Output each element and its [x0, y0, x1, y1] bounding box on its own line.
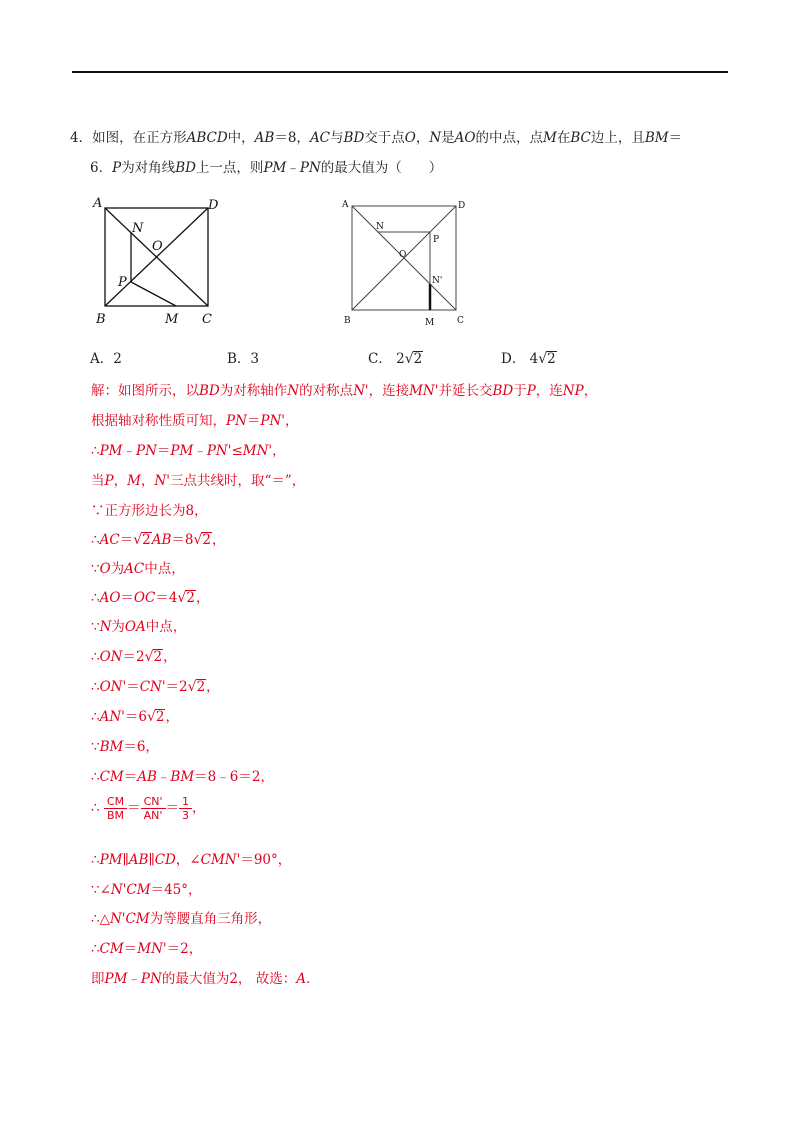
- label-n: N: [132, 221, 144, 236]
- text: ，连接: [368, 383, 410, 399]
- label-n-prime: N': [432, 276, 443, 286]
- text: ∴: [91, 800, 100, 816]
- solution-line-2: [91, 409, 299, 429]
- text: ＝90°，: [240, 852, 292, 868]
- text: ，: [272, 443, 286, 459]
- text: ＝: [165, 800, 179, 816]
- math-var: BC: [570, 130, 591, 146]
- text: ＝: [126, 679, 140, 695]
- text: 三点共线时，取“＝”，: [169, 473, 306, 489]
- math-var: AB: [128, 852, 149, 868]
- text: ≤: [231, 443, 243, 459]
- text: 中点，: [144, 561, 185, 577]
- text: ﹣: [156, 769, 171, 785]
- radicand: 2: [196, 679, 206, 695]
- label-b-2: B: [344, 316, 351, 326]
- text: ＝2: [165, 679, 188, 695]
- text: ＝: [119, 532, 134, 548]
- solution-line-19: [91, 937, 202, 957]
- math-var: CD: [154, 852, 176, 868]
- math-var: N'CM: [109, 911, 150, 927]
- math-var: CN': [139, 679, 166, 695]
- sqrt-sign: √: [193, 532, 203, 548]
- math-var: N: [429, 130, 442, 146]
- label-d-2: D: [458, 201, 466, 211]
- text: ＝: [127, 800, 141, 816]
- text: ﹣: [122, 443, 137, 459]
- math-var: N: [287, 383, 300, 399]
- text: 的最大值为（ ）: [320, 160, 443, 176]
- math-var: PM: [99, 443, 123, 459]
- text: ∥: [122, 852, 129, 868]
- text: ，: [192, 800, 206, 816]
- math-var: PN: [299, 160, 321, 176]
- math-var: AO: [99, 590, 121, 606]
- text: ，: [165, 709, 179, 725]
- numerator: 1: [179, 795, 192, 809]
- text: 如图，在正方形: [92, 130, 187, 146]
- text: ＝: [668, 130, 683, 146]
- text: 中点，: [145, 619, 187, 635]
- solution-line-16: [91, 848, 291, 868]
- text: ，: [113, 473, 128, 489]
- math-var: N'CM: [110, 882, 151, 898]
- text: ∵: [91, 619, 100, 635]
- text: 为对称轴作: [219, 383, 288, 399]
- question-line-1: [70, 128, 682, 148]
- text: ＝4: [155, 590, 178, 606]
- math-var: ABCD: [186, 130, 228, 146]
- math-var: BD: [343, 130, 365, 146]
- text: ∴: [91, 532, 100, 548]
- numerator: CM: [104, 795, 127, 809]
- solution-line-7: [91, 557, 185, 577]
- math-var: BM: [170, 769, 195, 785]
- sqrt-sign: √: [133, 532, 143, 548]
- text: 中，: [227, 130, 255, 146]
- math-var: AB: [254, 130, 275, 146]
- radicand: 2: [155, 709, 165, 725]
- figure-2-diagram: [340, 195, 480, 330]
- text: 即: [91, 971, 105, 987]
- text: 并延长交: [438, 383, 493, 399]
- math-var: BM: [644, 130, 669, 146]
- math-var: P: [112, 160, 122, 176]
- math-var: BD: [492, 383, 514, 399]
- figure-1-diagram: [88, 195, 228, 330]
- solution-line-17: [91, 878, 202, 898]
- math-var: PN: [136, 443, 157, 459]
- math-var: NP: [562, 383, 584, 399]
- option-a: [90, 347, 122, 367]
- fraction-cn-an: [141, 795, 166, 822]
- text: 为: [110, 561, 125, 577]
- math-var: O: [99, 561, 111, 577]
- solution-line-11: [91, 675, 220, 695]
- math-var: BD: [199, 383, 220, 399]
- text: 的对称点: [299, 383, 354, 399]
- option-letter: B．: [227, 351, 251, 367]
- header-rule: [72, 71, 728, 73]
- sqrt-sign: √: [404, 351, 414, 367]
- solution-line-20: [91, 967, 319, 987]
- text: ∵: [91, 739, 100, 755]
- fraction-one-third: [179, 795, 192, 822]
- radicand: 2: [153, 649, 163, 665]
- numerator: CN': [141, 795, 166, 809]
- radicand: 2: [142, 532, 151, 548]
- radicand: 2: [202, 532, 211, 548]
- option-coef: 2: [396, 351, 405, 367]
- text: ﹣: [286, 160, 300, 176]
- text: 当: [91, 473, 105, 489]
- math-var: PN: [140, 971, 162, 987]
- text: ，: [195, 590, 210, 606]
- math-var: BD: [175, 160, 196, 176]
- text: ，: [211, 532, 226, 548]
- sqrt-sign: √: [538, 351, 548, 367]
- math-var: PN': [206, 443, 232, 459]
- solution-line-8: [91, 586, 209, 606]
- text: ，: [140, 473, 155, 489]
- math-var: PN: [226, 413, 247, 429]
- label-m-2: M: [425, 318, 435, 328]
- math-var: O: [404, 130, 416, 146]
- text: ，连: [535, 383, 563, 399]
- label-b: B: [96, 312, 106, 327]
- text: 是: [441, 130, 455, 146]
- segment-pm: [131, 282, 176, 306]
- label-p: P: [118, 275, 127, 290]
- label-p-2: P: [433, 235, 440, 245]
- text: ＝8﹣6＝2，: [194, 769, 274, 785]
- text: ＝: [246, 413, 261, 429]
- math-var: N: [99, 619, 112, 635]
- math-var: PM: [99, 852, 123, 868]
- label-o: O: [152, 239, 163, 254]
- sqrt-sign: √: [144, 649, 154, 665]
- solution-line-3: [91, 439, 286, 459]
- text: ∵正方形边长为8，: [91, 503, 208, 519]
- math-var: AB: [137, 769, 157, 785]
- denominator: 3: [182, 809, 189, 822]
- solution-line-4: [91, 469, 305, 489]
- fraction-cm-bm: [104, 795, 127, 822]
- option-letter: A．: [90, 351, 114, 367]
- solution-line-12: [91, 705, 179, 725]
- label-a-2: A: [342, 200, 349, 210]
- question-line-2: [90, 158, 442, 178]
- math-var: BM: [99, 739, 124, 755]
- math-var: M: [127, 473, 141, 489]
- text: ∥: [148, 852, 155, 868]
- math-var: PN': [260, 413, 286, 429]
- text: ＝: [120, 590, 134, 606]
- solution-line-1: [91, 379, 597, 399]
- text: 根据轴对称性质可知，: [91, 413, 226, 429]
- math-var: AC: [99, 532, 120, 548]
- math-var: AB: [151, 532, 172, 548]
- math-var: CM: [99, 769, 124, 785]
- math-var: PM: [104, 971, 128, 987]
- text: ﹣: [127, 971, 141, 987]
- text: 的中点，点: [475, 130, 543, 146]
- text: 解：如图所示，以: [91, 383, 199, 399]
- text: ＝6: [124, 709, 147, 725]
- text: 的最大值为2， 故选：: [161, 971, 297, 987]
- solution-line-18: [91, 907, 271, 927]
- option-coef: 4: [529, 351, 539, 367]
- text: ∵: [91, 561, 100, 577]
- option-d: [501, 347, 557, 367]
- option-value: 2: [113, 351, 122, 367]
- math-var: MN': [409, 383, 439, 399]
- text: ，: [415, 130, 430, 146]
- solution-line-13: [91, 735, 159, 755]
- solution-line-5: [91, 499, 208, 519]
- option-value: 3: [250, 351, 260, 367]
- label-n-2: N: [376, 222, 384, 232]
- math-var: CM: [99, 941, 124, 957]
- sqrt-sign: √: [177, 590, 187, 606]
- math-var: ON': [99, 679, 127, 695]
- text: ∴: [91, 769, 100, 785]
- text: ∴: [91, 590, 100, 606]
- sqrt-sign: √: [187, 679, 197, 695]
- label-c-2: C: [457, 316, 464, 326]
- label-a: A: [93, 196, 103, 211]
- math-var: OA: [124, 619, 146, 635]
- math-var: AC: [309, 130, 331, 146]
- denominator: BM: [106, 809, 124, 822]
- solution-line-6: [91, 528, 225, 548]
- math-var: OC: [133, 590, 156, 606]
- math-var: N': [353, 383, 369, 399]
- text: ，∠: [175, 852, 201, 868]
- math-var: N': [154, 473, 170, 489]
- text: ∴△: [91, 911, 110, 927]
- solution-line-15: [91, 795, 206, 822]
- math-var: AN': [99, 709, 125, 725]
- math-var: AO: [454, 130, 476, 146]
- solution-line-9: [91, 615, 186, 635]
- solution-line-10: [91, 645, 177, 665]
- math-var: P: [526, 383, 536, 399]
- math-var: PM: [170, 443, 194, 459]
- text: ＝8，: [274, 130, 310, 146]
- text: ，: [206, 679, 220, 695]
- denominator: AN': [143, 809, 163, 822]
- option-c: [368, 347, 423, 367]
- text: ∴: [91, 679, 100, 695]
- label-o-2: O: [399, 250, 407, 260]
- text: ＝: [123, 941, 138, 957]
- label-d: D: [208, 198, 219, 213]
- math-var: M: [543, 130, 557, 146]
- math-var: MN': [137, 941, 167, 957]
- text: ，: [163, 649, 177, 665]
- text: ∴: [91, 852, 100, 868]
- option-letter: D．: [501, 351, 526, 367]
- math-var: P: [104, 473, 114, 489]
- math-var: PM: [263, 160, 287, 176]
- text: 于: [513, 383, 527, 399]
- text: ﹣: [193, 443, 207, 459]
- text: ∴: [91, 709, 100, 725]
- math-var: CMN': [200, 852, 241, 868]
- text: 与: [330, 130, 344, 146]
- option-letter: C．: [368, 351, 392, 367]
- text: ．: [305, 971, 320, 987]
- text: ∵∠: [91, 882, 111, 898]
- sqrt-sign: √: [146, 709, 156, 725]
- text: ∴: [91, 443, 100, 459]
- text: 上一点，则: [195, 160, 264, 176]
- text: 为: [111, 619, 125, 635]
- text: ＝2，: [166, 941, 203, 957]
- math-var: AC: [124, 561, 145, 577]
- text: ＝2: [122, 649, 145, 665]
- question-number: 4．: [70, 130, 93, 146]
- radicand: 2: [186, 590, 195, 606]
- text: ，: [583, 383, 598, 399]
- option-b: [227, 347, 259, 367]
- text: 为对角线: [121, 160, 176, 176]
- label-c: C: [202, 312, 212, 327]
- radicand: 2: [413, 351, 423, 367]
- math-var: ON: [99, 649, 123, 665]
- text: 在: [556, 130, 571, 146]
- math-var: MN': [242, 443, 273, 459]
- text: ，: [285, 413, 299, 429]
- text: 为等腰直角三角形，: [149, 911, 272, 927]
- text: ∴: [91, 649, 100, 665]
- text: 交于点: [364, 130, 405, 146]
- text: 6．: [90, 160, 113, 176]
- text: ＝6，: [123, 739, 159, 755]
- solution-line-14: [91, 765, 274, 785]
- label-m: M: [165, 312, 179, 327]
- text: ∴: [91, 941, 100, 957]
- text: ＝: [156, 443, 171, 459]
- math-var: A: [296, 971, 306, 987]
- text: ＝8: [171, 532, 194, 548]
- radicand: 2: [547, 351, 556, 367]
- text: ＝: [123, 769, 138, 785]
- text: 边上，且: [590, 130, 645, 146]
- text: ＝45°，: [150, 882, 202, 898]
